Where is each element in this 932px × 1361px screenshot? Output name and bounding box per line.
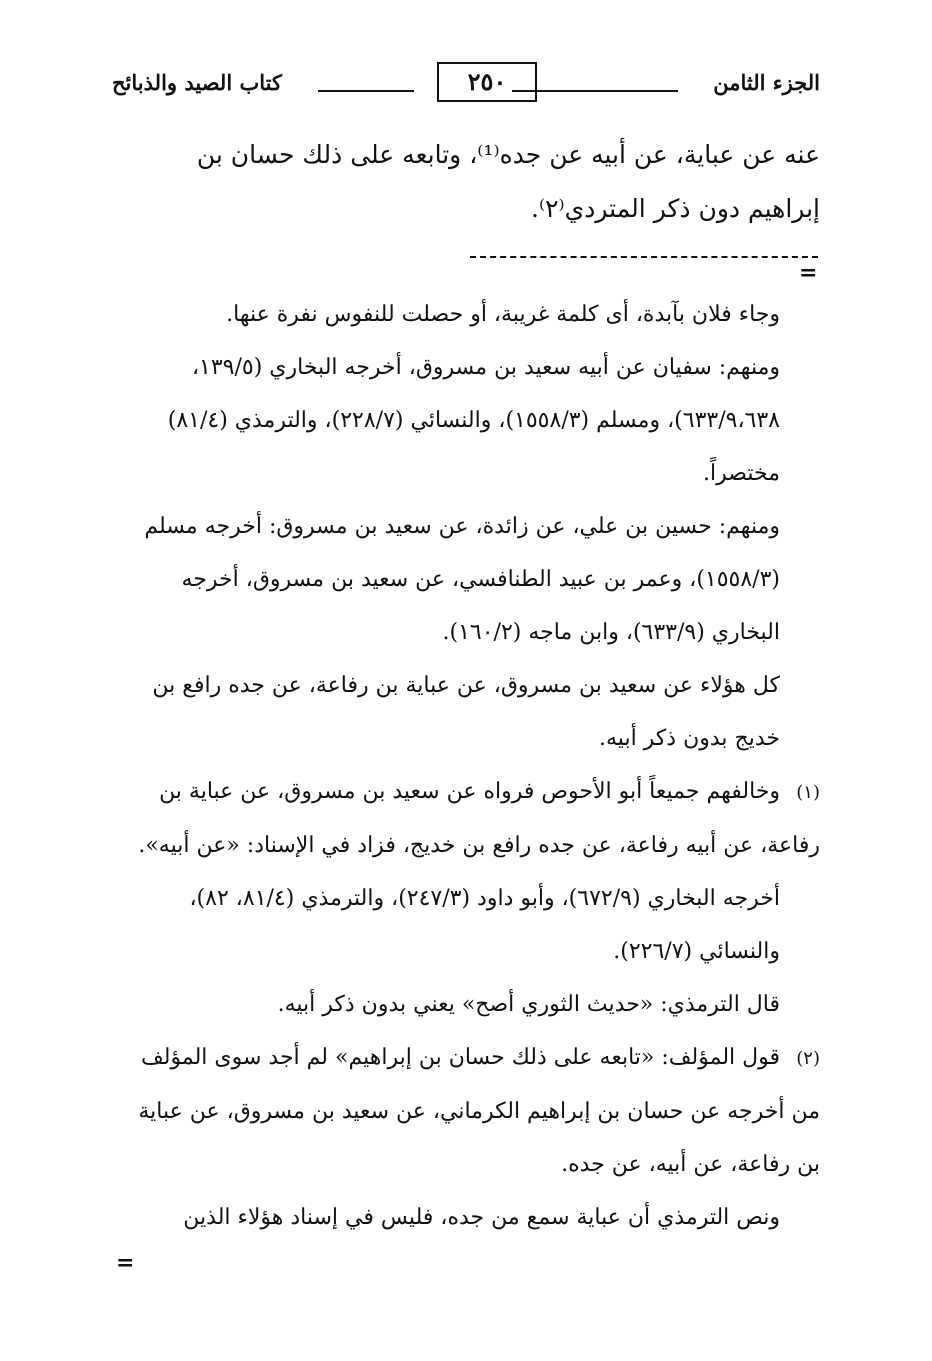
note-paragraph-3: ومنهم: حسين بن علي، عن زائدة، عن سعيد بن مسروق: أخرجه مسلم (١٥٥٨/٣)، وعمر بن عبيد الطنافسي، عن سعيد بن مسروق، أخرجه البخاري (٦٣٣/٩)، وابن ماجه (١٦٠/٢).	[144, 514, 780, 645]
footnote-2-para-1: قول المؤلف: «تابعه على ذلك حسان بن إبراهيم» لم أجد سوى المؤلف من أخرجه عن حسان بن إبراهيم الكرماني، عن سعيد بن مسروق، عن عباية بن رفاعة، عن أبيه، عن جده.	[138, 1045, 820, 1177]
note-paragraph-4: كل هؤلاء عن سعيد بن مسروق، عن عباية بن رفاعة، عن جده رافع بن خديج بدون ذكر أبيه.	[152, 673, 780, 751]
footnote-1-para-2: أخرجه البخاري (٦٧٢/٩)، وأبو داود (٢٤٧/٣)، والترمذي (٨١/٤، ٨٢)، والنسائي (٢٢٦/٧).	[189, 886, 780, 964]
footnotes-area	[112, 288, 820, 1244]
volume-label: الجزء الثامن	[713, 70, 820, 95]
footnote-1-para-1: وخالفهم جميعاً أبو الأحوص فرواه عن سعيد بن مسروق، عن عباية بن رفاعة، عن أبيه رفاعة، عن جده رافع بن خديج، فزاد في الإسناد: «عن أبيه».	[138, 779, 820, 858]
footnote-1-number: (١)	[796, 782, 820, 803]
footnote-2-para-2: ونص الترمذي أن عباية سمع من جده، فليس في إسناد هؤلاء الذين	[183, 1205, 780, 1230]
footnote-1	[112, 765, 820, 1031]
footnote-divider	[470, 256, 818, 258]
page-header	[112, 62, 820, 106]
note-paragraph-1: وجاء فلان بآبدة، أى كلمة غريبة، أو حصلت للنفوس نفرة عنها.	[226, 302, 780, 327]
footnote-2-number: (٢)	[796, 1048, 820, 1069]
footnote-1-para-3: قال الترمذي: «حديث الثوري أصح» يعني بدون ذكر أبيه.	[277, 992, 780, 1017]
main-line-1: عنه عن عباية، عن أبيه عن جده⁽¹⁾، وتابعه على ذلك حسان بن	[196, 140, 820, 169]
end-continuation-mark: =	[116, 1250, 135, 1276]
main-text	[112, 128, 820, 236]
note-paragraph-2: ومنهم: سفيان عن أبيه سعيد بن مسروق، أخرجه البخاري (١٣٩/٥، ٦٣٣/٩،٦٣٨)، ومسلم (١٥٥٨/٣)، والنسائي (٢٢٨/٧)، والترمذي (٨١/٤) مختصراً.	[167, 355, 780, 486]
page-number: ٢٥٠	[437, 62, 537, 102]
book-title: كتاب الصيد والذبائح	[112, 70, 282, 95]
footnote-2	[112, 1031, 820, 1244]
header-rule-left	[318, 90, 414, 92]
main-line-2: إبراهيم دون ذكر المتردي⁽٢⁾.	[531, 194, 820, 223]
continuation-mark: =	[799, 260, 818, 286]
